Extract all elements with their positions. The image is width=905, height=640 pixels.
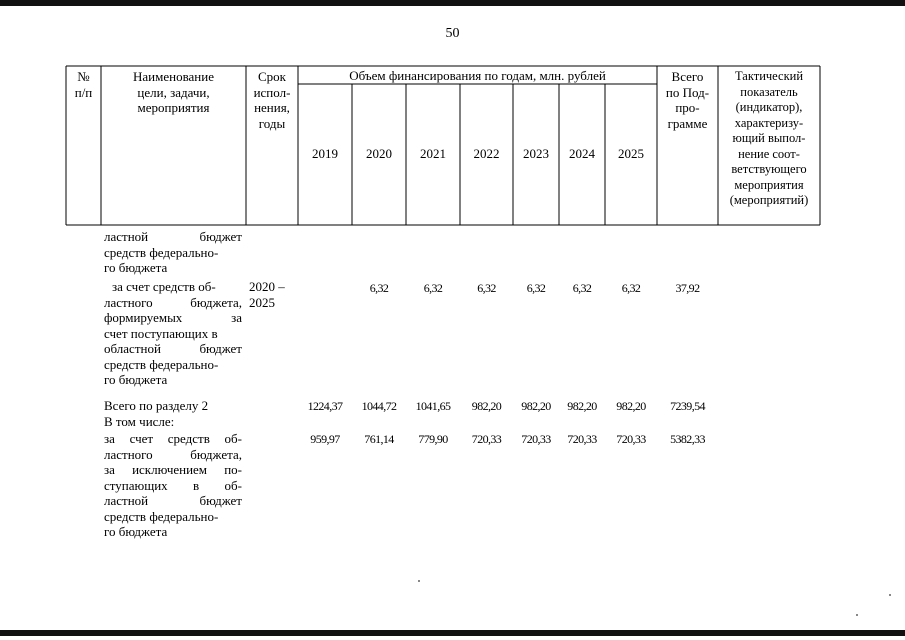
table-row-name: за счет средств об- ластного бюджета, за исключением по- ступающих в об- ластной бюджет средств федерально- го бюджета [104,431,242,539]
table-row-name: Всего по разделу 2 [104,398,209,413]
table-cell: 982,20 [567,399,597,413]
table-cell: 982,20 [471,399,502,413]
table-cell: 6,32 [369,281,389,295]
table-cell: 6,32 [423,281,443,295]
header-total: Всего по Под- про- грамме [665,69,710,131]
header-year: 2020 [366,146,392,161]
table-cell-total: 7239,54 [670,399,705,413]
bottom-border [0,630,905,636]
table-cell: 1224,37 [307,399,343,413]
table-row-name: В том числе: [104,414,175,429]
table-cell: 720,33 [567,432,597,446]
header-year: 2021 [420,146,446,161]
header-year: 2023 [523,146,549,161]
scan-speck [856,614,858,616]
header-term: Срок испол- нения, годы [253,69,291,131]
header-number: № п/п [74,69,93,100]
table-cell: 982,20 [521,399,551,413]
table-cell: 1041,65 [415,399,451,413]
table-cell-total: 5382,33 [670,432,705,446]
table-row-term: 2020 – 2025 [249,279,285,310]
header-funding: Объем финансирования по годам, млн. рублей [349,68,606,83]
header-year: 2019 [312,146,338,161]
table-cell: 720,33 [471,432,502,446]
table-cell: 761,14 [364,432,394,446]
page-number: 50 [445,26,460,41]
header-year: 2022 [473,146,500,161]
table-cell: 779,90 [418,432,448,446]
table-cell: 720,33 [521,432,551,446]
table-cell: 6,32 [572,281,592,295]
table-row-name: за счет средств об- ластного бюджета, формируемых за счет поступающих в областной бюджет средств федерально- го бюджета [104,279,242,387]
scan-speck [889,594,891,596]
scan-speck [418,580,420,582]
header-year: 2025 [618,146,644,161]
table-row-name: ластной бюджет средств федерально- го бюджета [104,229,242,275]
table-cell: 6,32 [477,281,496,295]
table-cell: 959,97 [310,432,340,446]
header-name: Наименование цели, задачи, мероприятия [133,69,214,115]
header-indicator: Тактический показатель (индикатор), характеризу- ющий выпол- нение соот- ветствующего мероприятия (мероприятий) [729,69,809,207]
table-cell: 6,32 [621,281,641,295]
table-cell: 982,20 [616,399,646,413]
table-cell: 720,33 [616,432,646,446]
table-cell: 1044,72 [361,399,397,413]
table-cell: 6,32 [526,281,546,295]
table-cell-total: 37,92 [675,281,700,295]
header-year: 2024 [569,146,595,161]
